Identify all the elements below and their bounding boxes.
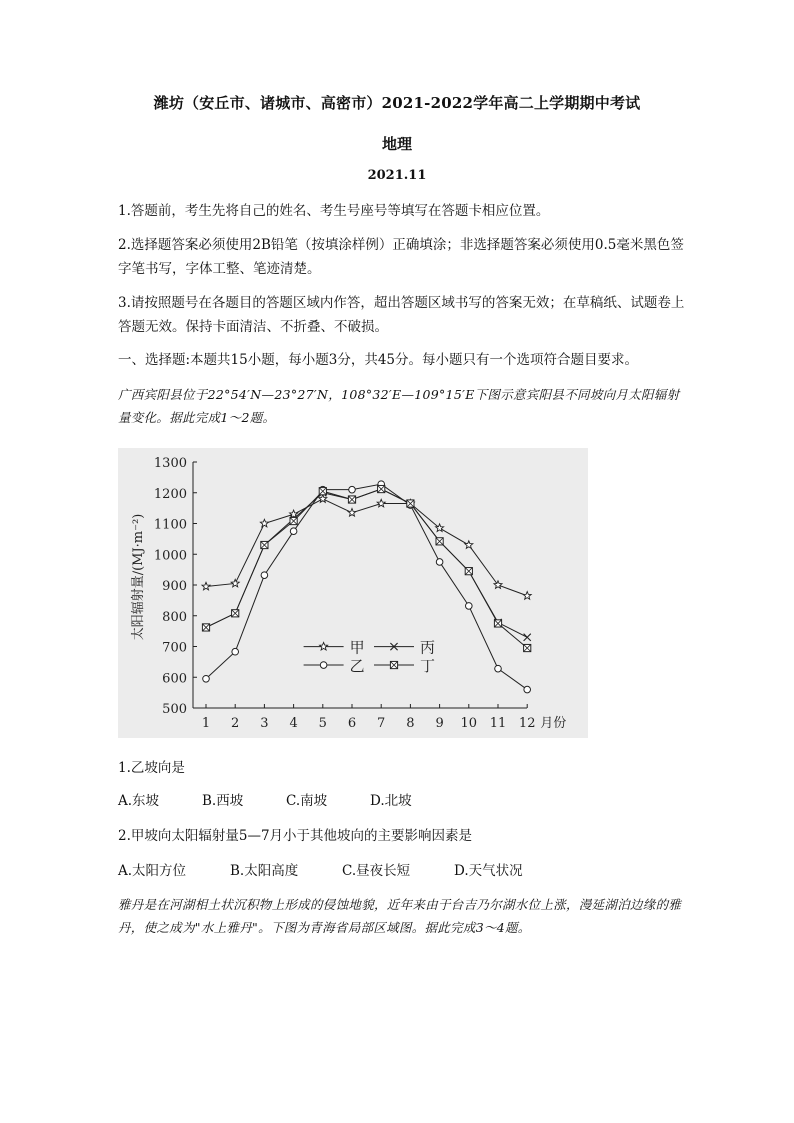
data-point [495,665,502,672]
legend-label: 丙 [420,638,436,657]
q2-option-a[interactable]: A.太阳方位 [118,863,187,879]
x-tick-label: 7 [377,716,386,731]
data-point [349,486,356,493]
data-point [524,686,531,693]
x-tick-label: 11 [489,716,507,731]
x-tick-label: 3 [260,716,269,731]
y-tick-label: 600 [162,671,187,687]
subject-title: 地理 [381,135,412,153]
x-tick-label: 10 [460,716,478,731]
material-1: 广西宾阳县位于22°54′N—23°27′N，108°32′E—109°15′E下图示意宾阳县不同坡向月太阳辐射量变化。据此完成1～2题。 [118,387,680,425]
question-1-stem: 1.乙坡向是 [118,760,185,776]
q1-option-d[interactable]: D.北坡 [370,793,412,809]
y-tick-label: 1100 [153,517,187,533]
exam-title: 潍坊（安丘市、诸城市、高密市）2021-2022学年高二上学期期中考试 [153,94,641,112]
x-tick-label: 5 [318,716,327,731]
y-tick-label: 1300 [153,456,187,471]
q2-option-c[interactable]: C.昼夜长短 [342,863,411,879]
y-tick-label: 900 [162,579,187,594]
x-axis-label: 月份 [540,716,567,731]
x-tick-label: 1 [201,716,211,731]
y-tick-label: 800 [162,609,187,625]
q1-option-c[interactable]: C.南坡 [286,793,328,809]
y-tick-label: 1000 [153,548,187,564]
question-1-options [118,789,688,813]
legend-label: 甲 [349,638,365,657]
data-point [232,648,239,655]
solar-radiation-chart [118,448,588,738]
q2-option-d[interactable]: D.天气状况 [454,863,523,879]
legend-label: 丁 [420,657,436,676]
legend-label: 乙 [349,657,365,676]
data-point [290,528,297,535]
x-tick-label: 9 [435,716,444,731]
instruction-1: 1.答题前，考生先将自己的姓名、考生号座号等填写在答题卡相应位置。 [118,203,550,219]
material-2: 雅丹是在河湖相土状沉积物上形成的侵蚀地貌，近年来由于台吉乃尔湖水位上涨，漫延湖泊边缘的雅丹，使之成为"水上雅丹"。下图为青海省局部区域图。据此完成3～4题。 [118,897,682,935]
y-tick-label: 500 [162,702,187,717]
x-tick-label: 4 [289,716,298,731]
q1-option-a[interactable]: A.东坡 [118,793,160,809]
data-point [436,559,443,566]
exam-date: 2021.11 [367,168,427,183]
q1-option-b[interactable]: B.西坡 [202,793,244,809]
x-tick-label: 8 [406,716,415,731]
data-point [203,675,210,682]
section-heading: 一、选择题:本题共15小题，每小题3分，共45分。每小题只有一个选项符合题目要求。 [118,352,638,368]
x-tick-label: 6 [347,716,357,731]
y-tick-label: 700 [162,640,187,656]
q2-option-b[interactable]: B.太阳高度 [230,863,299,879]
y-tick-label: 1200 [153,486,187,502]
x-tick-label: 12 [518,716,536,731]
data-point [466,603,473,610]
instruction-3: 3.请按照题号在各题目的答题区域内作答，超出答题区域书写的答案无效；在草稿纸、试题卷上答题无效。保持卡面清洁、不折叠、不破损。 [118,295,685,335]
data-point [261,572,268,579]
data-point [320,662,327,669]
instruction-2: 2.选择题答案必须使用2B铅笔（按填涂样例）正确填涂；非选择题答案必须使用0.5毫米黑色签字笔书写，字体工整、笔迹清楚。 [118,237,684,277]
question-2-options [118,859,688,883]
y-axis-label: 太阳辐射量/(MJ·m⁻²) [131,513,146,641]
question-2-stem: 2.甲坡向太阳辐射量5—7月小于其他坡向的主要影响因素是 [118,828,473,844]
x-tick-label: 2 [231,716,240,731]
